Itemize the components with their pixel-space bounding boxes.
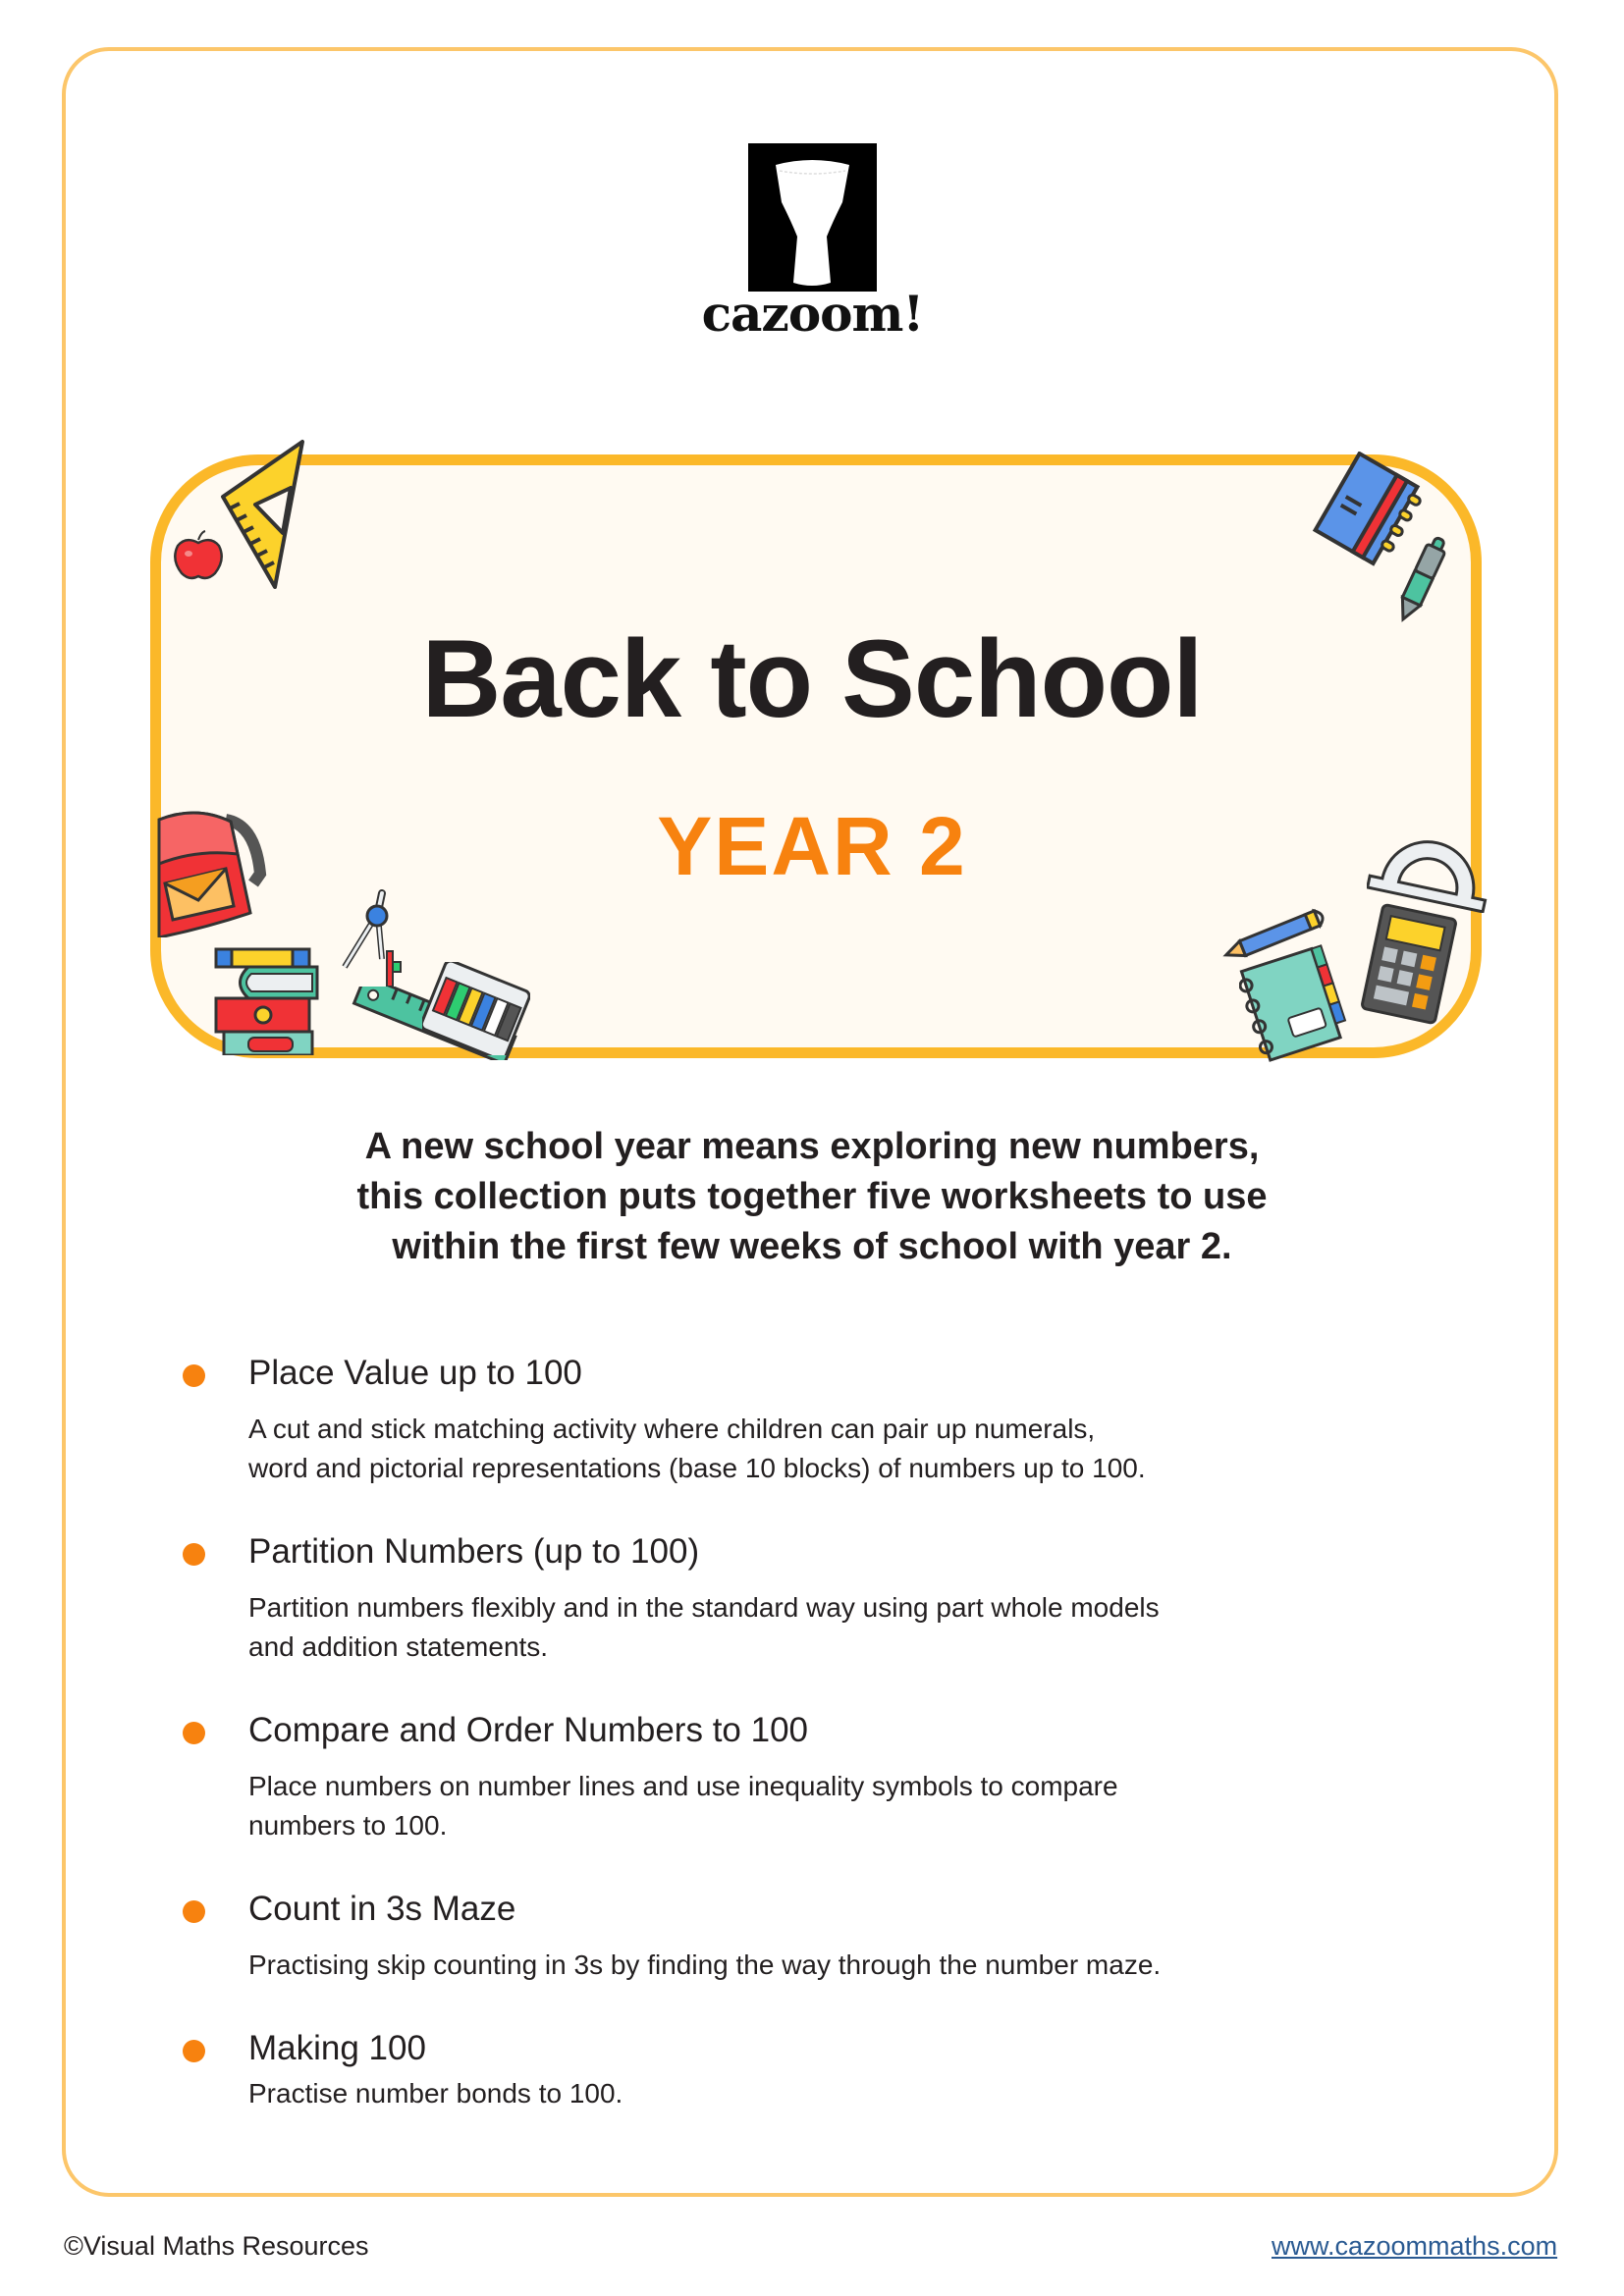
- worksheet-description: [248, 1767, 1436, 1845]
- description-line: and addition statements.: [248, 1631, 549, 1662]
- description-line: Practise number bonds to 100.: [248, 2078, 623, 2109]
- pen-icon: [1392, 530, 1451, 628]
- description-line: Partition numbers flexibly and in the standard way using part whole models: [248, 1592, 1160, 1623]
- intro-line: A new school year means exploring new numbers,: [364, 1126, 1260, 1167]
- worksheet-description: [248, 1946, 1436, 1985]
- intro-paragraph: [275, 1122, 1349, 1272]
- worksheet-description: [248, 1410, 1436, 1488]
- worksheet-title: Making 100: [248, 2029, 426, 2067]
- description-line: numbers to 100.: [248, 1810, 448, 1841]
- worksheet-title: Compare and Order Numbers to 100: [248, 1711, 808, 1749]
- description-line: Practising skip counting in 3s by finding the way through the number maze.: [248, 1949, 1162, 1980]
- description-line: word and pictorial representations (base 10 blocks) of numbers up to 100.: [248, 1453, 1146, 1483]
- bullet-icon: [183, 1900, 205, 1923]
- year-subtitle: YEAR 2: [657, 800, 967, 892]
- worksheet-title: Place Value up to 100: [248, 1354, 582, 1392]
- apple-icon: [172, 530, 226, 584]
- description-line: A cut and stick matching activity where children can pair up numerals,: [248, 1414, 1096, 1444]
- worksheet-title: Partition Numbers (up to 100): [248, 1532, 700, 1571]
- bullet-icon: [183, 1543, 205, 1566]
- bullet-icon: [183, 1722, 205, 1744]
- worksheet-description: [248, 1588, 1436, 1667]
- page-title: Back to School: [421, 617, 1203, 740]
- books-stack-icon: [214, 947, 322, 1055]
- crayon-box-icon: [422, 962, 530, 1055]
- copyright-text: ©Visual Maths Resources: [64, 2231, 369, 2261]
- website-link[interactable]: www.cazoommaths.com: [1272, 2231, 1558, 2261]
- compass-icon: [339, 888, 407, 991]
- calculator-icon: [1360, 903, 1458, 1026]
- intro-line: within the first few weeks of school with year 2.: [392, 1226, 1232, 1267]
- bullet-icon: [183, 2040, 205, 2062]
- cazoom-logo: [748, 143, 877, 292]
- intro-line: this collection puts together five worksheets to use: [356, 1176, 1268, 1217]
- spiral-notebook-icon: [1239, 942, 1347, 1065]
- worksheet-title: Count in 3s Maze: [248, 1890, 516, 1928]
- worksheet-description: [248, 2074, 1436, 2113]
- logo-wordmark: cazoom!: [701, 285, 924, 343]
- djembe-drum-icon: [748, 143, 877, 292]
- bullet-icon: [183, 1364, 205, 1387]
- description-line: Place numbers on number lines and use inequality symbols to compare: [248, 1771, 1118, 1801]
